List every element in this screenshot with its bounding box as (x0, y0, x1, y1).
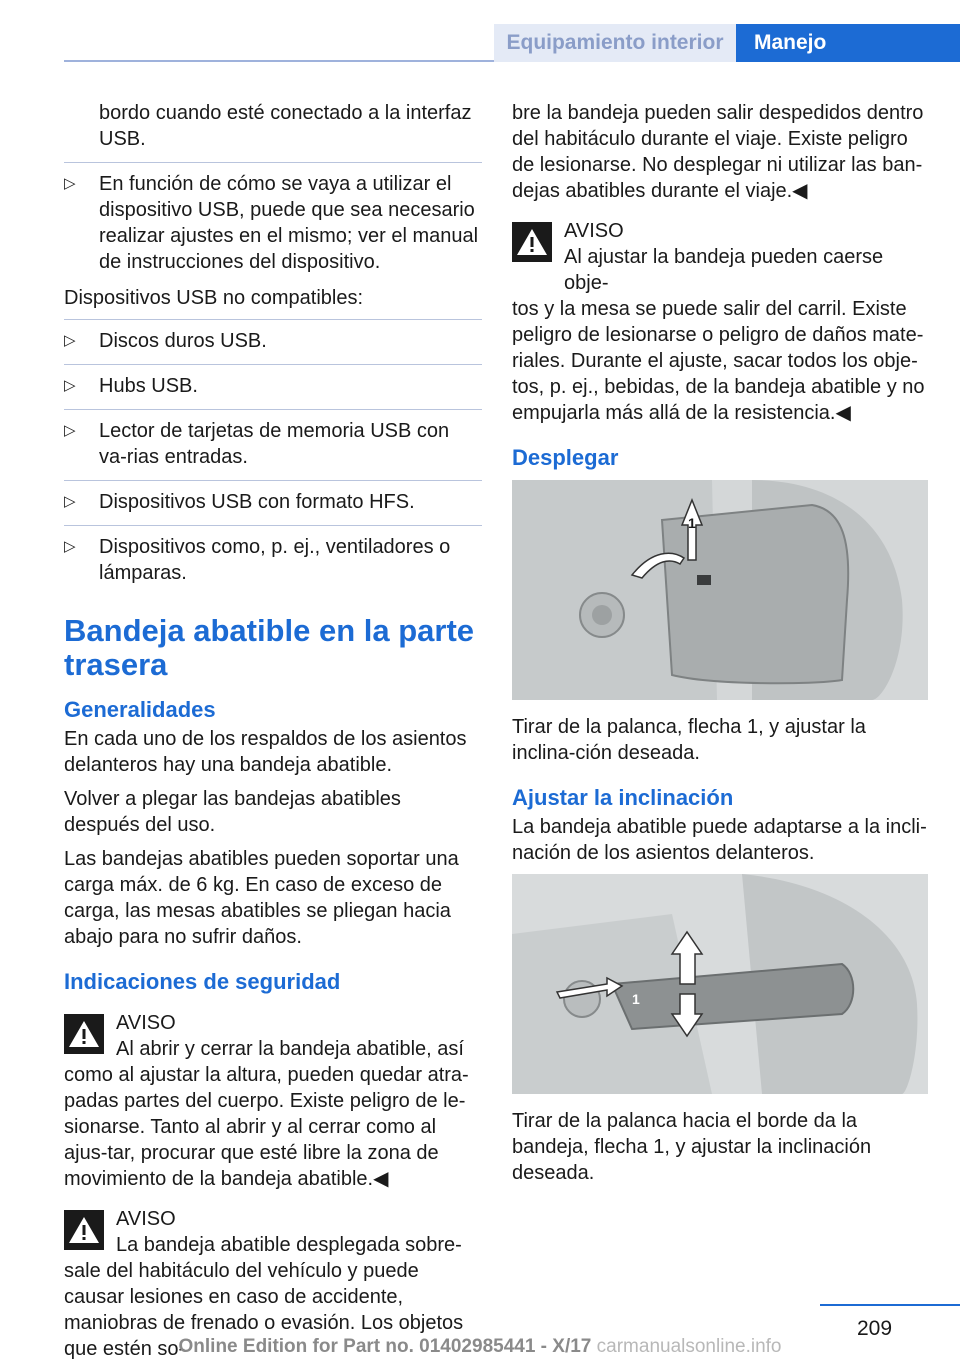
warning-triangle-icon (64, 1210, 104, 1250)
bullet-triangle-icon: ▷ (64, 377, 76, 394)
list-item-text: Discos duros USB. (99, 330, 267, 352)
warning-label: AVISO (564, 220, 624, 242)
subheading-tilt: Ajustar la inclinación (512, 785, 734, 810)
warning-block (512, 218, 930, 426)
arrow-label: 1 (632, 991, 640, 1007)
continued-text: bordo cuando esté conectado a la interfaz USB. (99, 102, 472, 150)
image-caption: Tirar de la palanca hacia el borde da la bandeja, flecha 1, y ajustar la inclinación deseada. (512, 1110, 872, 1184)
section-heading: Bandeja abatible en la parte trasera (64, 613, 475, 682)
warning-label: AVISO (116, 1208, 176, 1230)
list-item-text: Hubs USB. (99, 375, 198, 397)
footer (0, 1336, 960, 1358)
bullet-triangle-icon: ▷ (64, 493, 76, 510)
list-item (64, 409, 482, 470)
list-item-text: Dispositivos USB con formato HFS. (99, 491, 415, 513)
bullet-triangle-icon: ▷ (64, 422, 76, 439)
incompatible-title: Dispositivos USB no compatibles: (64, 287, 364, 309)
warning-label: AVISO (116, 1012, 176, 1034)
section-tab[interactable]: Equipamiento interior (494, 24, 736, 62)
paragraph: Volver a plegar las bandejas abatibles después del uso. (64, 788, 401, 836)
bullet-triangle-icon: ▷ (64, 175, 76, 192)
warning-triangle-icon (512, 222, 552, 262)
warning-text: sale del habitáculo del vehículo y puede causar lesiones en caso de accidente, maniobras de frenado o evasión. Los objetos que estén so‐ (64, 1260, 464, 1360)
footer-rule (820, 1304, 960, 1306)
paragraph: Las bandejas abatibles pueden soportar una carga máx. de 6 kg. En caso de exceso de carga, las mesas abatibles se pliegan hacia abajo para no sufrir daños. (64, 848, 459, 948)
subheading-general: Generalidades (64, 697, 216, 722)
subheading-deploy: Desplegar (512, 445, 619, 470)
subheading-safety: Indicaciones de seguridad (64, 969, 341, 994)
continued-text: bre la bandeja pueden salir despedidos dentro del habitáculo durante el viaje. Existe peligro de lesionarse. No desplegar ni utilizar las ban‐dejas abatibles durante el viaje.◀ (512, 102, 924, 202)
bullet-triangle-icon: ▷ (64, 538, 76, 555)
footer-text: Online Edition for Part no. 01402985441 - X/17 (178, 1336, 592, 1357)
bullet-triangle-icon: ▷ (64, 332, 76, 349)
tray-tilt-illustration (512, 874, 928, 1094)
watermark: carmanualsonline.info (596, 1336, 782, 1357)
list-item-text: Dispositivos como, p. ej., ventiladores o lámparas. (99, 536, 451, 584)
list-item (64, 319, 482, 354)
arrow-label: 1 (688, 515, 696, 531)
warning-triangle-icon (64, 1014, 104, 1054)
warning-block (64, 1010, 482, 1192)
warning-text-first: Al ajustar la bandeja pueden caerse obje‐ (564, 246, 884, 294)
warning-text-first: La bandeja abatible desplegada sobre‐ (116, 1234, 462, 1256)
warning-text: como al ajustar la altura, pueden quedar atra‐padas partes del cuerpo. Existe peligro de le‐sionarse. Tanto al abrir y al cerrar como al ajus‐tar, procurar que esté libre la zona de movimiento de la bandeja abatible.◀ (64, 1064, 469, 1190)
list-item (64, 364, 482, 399)
tray-deploy-illustration (512, 480, 928, 700)
left-column (64, 100, 482, 1362)
chapter-tab[interactable]: Manejo (736, 24, 960, 62)
list-item (64, 480, 482, 515)
page-number: 209 (857, 1317, 893, 1340)
warning-text: tos y la mesa se puede salir del carril. Existe peligro de lesionarse o peligro de daños mate‐riales. Durante el ajuste, sacar todos los obje‐tos, p. ej., bebidas, de la bandeja abatible y no empujarla más allá de la resistencia.◀ (512, 298, 925, 424)
list-item (64, 162, 482, 275)
paragraph: La bandeja abatible puede adaptarse a la incli‐nación de los asientos delanteros. (512, 816, 927, 864)
list-item-text: En función de cómo se vaya a utilizar el dispositivo USB, puede que sea necesario realizar ajustes en el mismo; ver el manual de instrucciones del dispositivo. (99, 173, 479, 273)
warning-text-first: Al abrir y cerrar la bandeja abatible, así (116, 1038, 464, 1060)
list-item-text: Lector de tarjetas de memoria USB con va‐rias entradas. (99, 420, 450, 468)
image-caption: Tirar de la palanca, flecha 1, y ajustar la inclina‐ción deseada. (512, 716, 866, 764)
paragraph: En cada uno de los respaldos de los asientos delanteros hay una bandeja abatible. (64, 728, 467, 776)
list-item (64, 525, 482, 586)
right-column (512, 100, 930, 1194)
